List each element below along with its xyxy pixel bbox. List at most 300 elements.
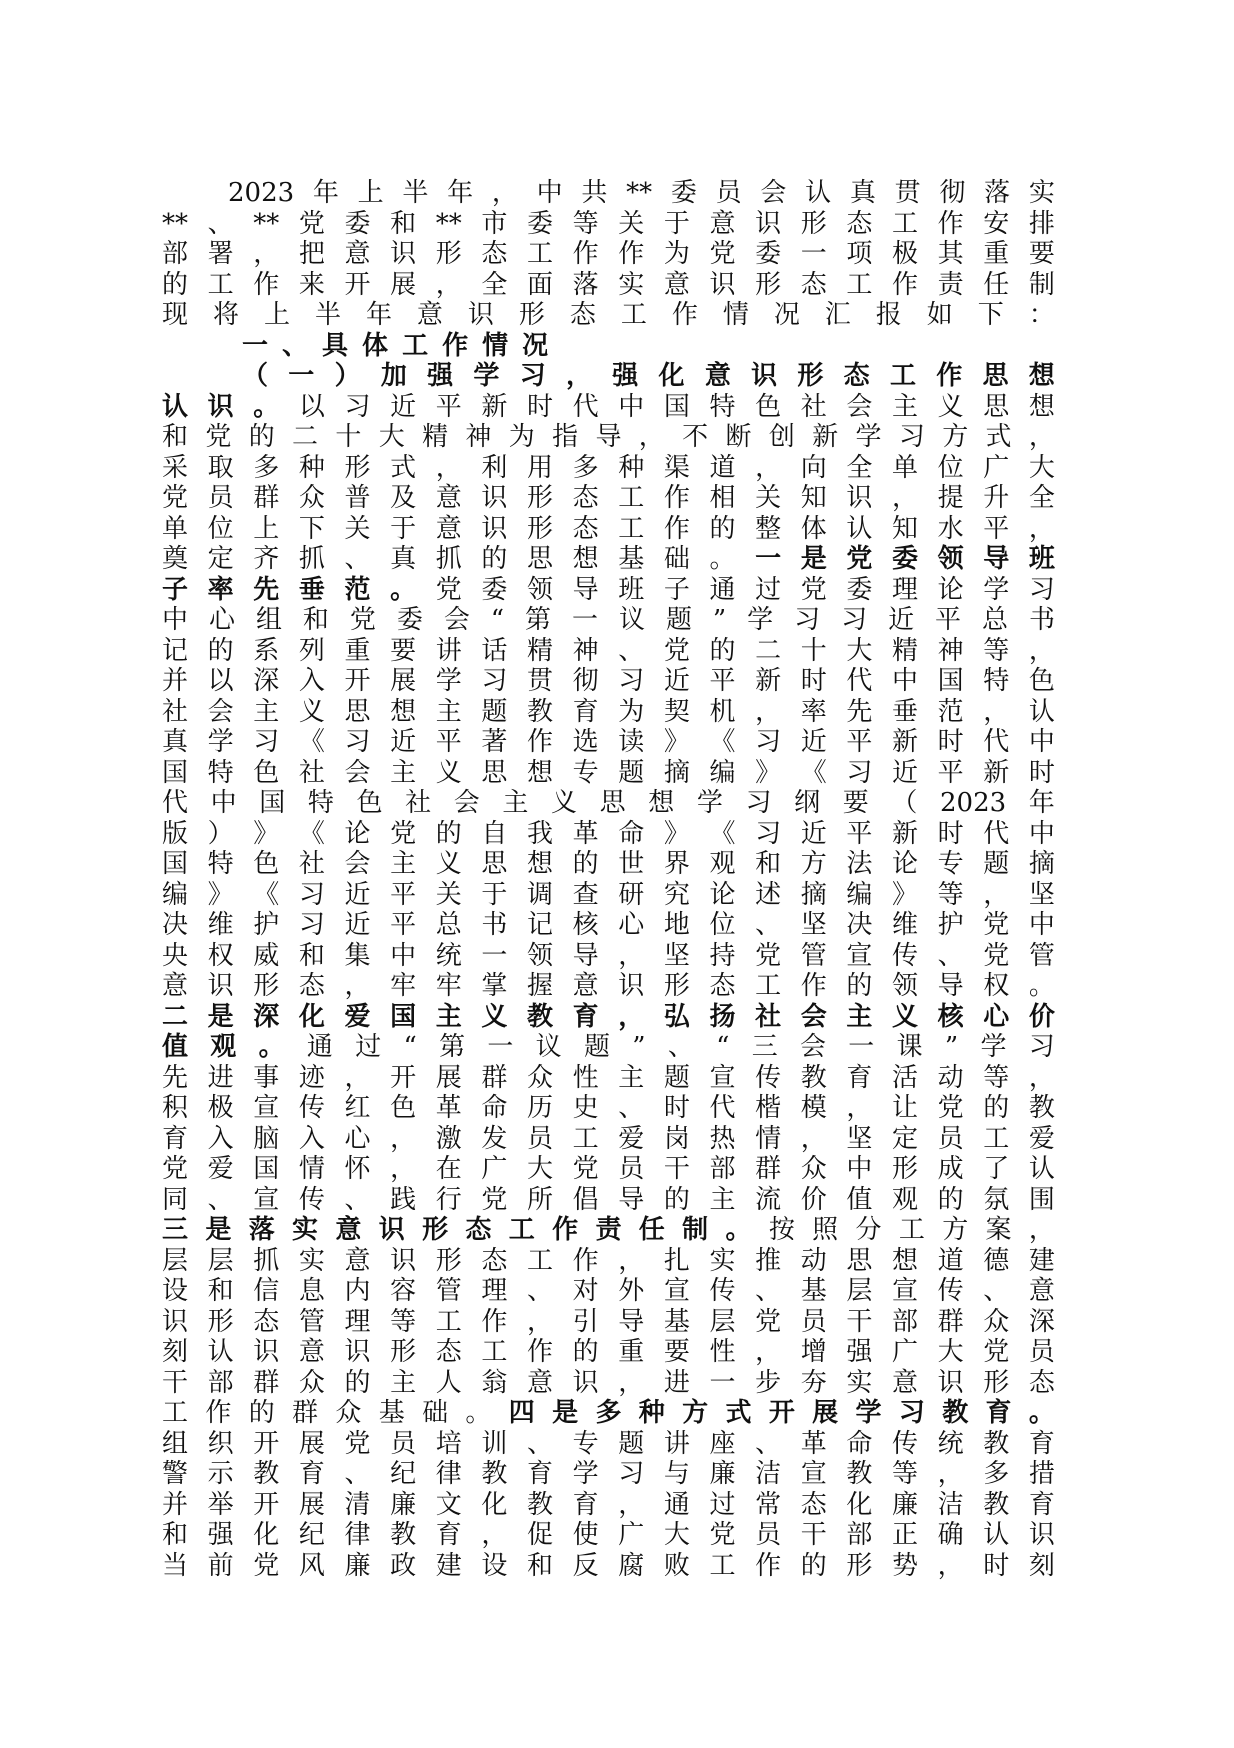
text-char: ” <box>944 1032 959 1062</box>
bold-text-char: 意 <box>704 361 731 391</box>
text-char: 识 <box>937 1367 964 1398</box>
text-char: 书 <box>481 910 508 940</box>
text-char: 话 <box>481 635 508 666</box>
text-char: 平 <box>390 910 417 940</box>
text-char: 。 <box>1028 971 1055 1001</box>
text-char: 年 <box>447 178 474 208</box>
text-char: 照 <box>812 1215 839 1245</box>
text-char: 展 <box>390 269 417 300</box>
text-char: 的 <box>572 849 599 879</box>
bold-text-char: 一 <box>755 544 782 574</box>
text-char: 党 <box>205 422 232 452</box>
text-char: 教 <box>481 1459 508 1489</box>
bold-text-char: 义 <box>892 1001 919 1032</box>
text-char: 纲 <box>794 788 821 818</box>
text-char: 建 <box>1028 1245 1055 1276</box>
text-line <box>162 1398 1055 1429</box>
text-char: 思 <box>846 1245 873 1276</box>
text-char: 的 <box>248 422 275 452</box>
text-char: 议 <box>618 605 645 635</box>
text-char: 》 <box>207 879 234 910</box>
text-char: 织 <box>207 1428 234 1459</box>
text-char: 权 <box>983 971 1010 1001</box>
bold-text-char: 导 <box>983 544 1010 574</box>
text-char: ， <box>983 879 1010 910</box>
text-char: 摘 <box>800 879 827 910</box>
text-char: 育 <box>572 1489 599 1520</box>
text-char: 真 <box>162 727 189 757</box>
text-char: 国 <box>162 849 189 879</box>
text-char: 、 <box>344 1459 371 1489</box>
text-char: 国 <box>253 1154 280 1184</box>
text-char: ， <box>755 696 782 727</box>
text-char: 夯 <box>800 1367 827 1398</box>
text-char: 党 <box>755 940 782 971</box>
text-char: 育 <box>572 696 599 727</box>
bold-text-char: 委 <box>892 544 919 574</box>
text-char: 平 <box>937 757 964 788</box>
bold-text-char: 扬 <box>709 1001 736 1032</box>
text-char: 《 <box>298 727 325 757</box>
text-char: 握 <box>527 971 554 1001</box>
text-char: 渠 <box>663 452 690 483</box>
text-char: 意 <box>527 1367 554 1398</box>
text-char: 关 <box>435 879 462 910</box>
text-char: 思 <box>481 757 508 788</box>
text-char: 态 <box>481 1245 508 1276</box>
text-char: 认 <box>1028 696 1055 727</box>
text-char: 述 <box>755 879 782 910</box>
text-char: 我 <box>527 818 554 849</box>
text-char: 会 <box>760 178 787 208</box>
text-char: 工 <box>527 239 554 269</box>
text-char: 作 <box>618 239 645 269</box>
text-char: 统 <box>937 1428 964 1459</box>
text-char: 研 <box>618 879 645 910</box>
text-char: 题 <box>583 1032 610 1062</box>
text-line <box>162 1063 1055 1094</box>
text-char: 岗 <box>663 1123 690 1154</box>
text-char: 培 <box>435 1428 462 1459</box>
text-char: 所 <box>527 1184 554 1215</box>
text-char: 设 <box>162 1276 189 1306</box>
bold-text-char: 育 <box>572 1001 599 1032</box>
text-char: 员 <box>715 178 742 208</box>
text-char: 义 <box>298 696 325 727</box>
text-char: 管 <box>1028 940 1055 971</box>
text-char: 群 <box>937 1306 964 1337</box>
text-char: 选 <box>572 727 599 757</box>
text-char: 形 <box>527 483 554 513</box>
text-char: 极 <box>207 1093 234 1123</box>
bold-text-char: 领 <box>937 544 964 574</box>
text-char: 意 <box>663 269 690 300</box>
text-char: 宣 <box>253 1093 280 1123</box>
text-char: 《 <box>800 757 827 788</box>
text-char: 工 <box>207 269 234 300</box>
text-char: 委 <box>396 605 423 635</box>
text-char: 调 <box>527 879 554 910</box>
text-char: 党 <box>253 1550 280 1581</box>
text-char: 党 <box>481 1184 508 1215</box>
text-char: 层 <box>709 1306 736 1337</box>
text-char: 社 <box>800 391 827 422</box>
text-char: 工 <box>755 971 782 1001</box>
text-char: 要 <box>663 1337 690 1367</box>
text-char: 基 <box>378 1398 405 1428</box>
text-char: 认 <box>207 1337 234 1367</box>
text-char: 座 <box>709 1428 736 1459</box>
text-char: 部 <box>892 1306 919 1337</box>
bold-text-char: ） <box>334 361 361 391</box>
text-char: 想 <box>1028 391 1055 422</box>
text-char: 腐 <box>618 1550 645 1581</box>
text-char: 总 <box>982 605 1009 635</box>
text-char: 员 <box>207 483 234 513</box>
text-char: 学 <box>983 574 1010 605</box>
text-char: 识 <box>253 1337 280 1367</box>
text-char: 和 <box>390 208 417 239</box>
bold-text-char: 开 <box>768 1398 795 1428</box>
text-char: 红 <box>344 1093 371 1123</box>
text-char: 的 <box>162 269 189 300</box>
text-char: 育 <box>1028 1489 1055 1520</box>
text-char: 意 <box>344 1245 371 1276</box>
text-char: 作 <box>527 727 554 757</box>
text-char: 并 <box>162 1489 189 1520</box>
text-char: 形 <box>344 452 371 483</box>
text-char: 广 <box>983 452 1010 483</box>
text-char: 宣 <box>846 940 873 971</box>
text-char: 《 <box>298 818 325 849</box>
text-char: 育 <box>846 1062 873 1093</box>
text-char: 大 <box>1028 452 1055 483</box>
text-char: 党 <box>983 910 1010 940</box>
bold-text-char: 一 <box>288 361 315 391</box>
text-char: 开 <box>344 269 371 300</box>
text-char: 道 <box>937 1245 964 1276</box>
text-char: 工 <box>435 1306 462 1337</box>
text-char: 势 <box>892 1550 919 1581</box>
text-char: 坚 <box>846 1123 873 1154</box>
text-char: 廉 <box>892 1489 919 1520</box>
text-char: 牢 <box>435 971 462 1001</box>
text-char: ， <box>755 452 782 483</box>
text-line <box>162 758 1055 789</box>
text-char: 于 <box>481 879 508 910</box>
text-char: 态 <box>800 1489 827 1520</box>
text-char: 党 <box>572 1154 599 1184</box>
text-char: 理 <box>892 574 919 605</box>
text-char: 和 <box>162 1520 189 1550</box>
text-char: 半 <box>402 178 429 208</box>
text-char: 和 <box>755 849 782 879</box>
text-char: 全 <box>846 452 873 483</box>
text-char: 事 <box>253 1062 280 1093</box>
text-char: 抓 <box>435 544 462 574</box>
bold-text-char: 爱 <box>344 1001 371 1032</box>
text-char: 教 <box>983 1428 1010 1459</box>
text-char: 态 <box>253 1306 280 1337</box>
text-char: 工 <box>527 1245 554 1276</box>
text-char: 主 <box>618 1062 645 1093</box>
text-char: 组 <box>162 1428 189 1459</box>
bold-text-char: 教 <box>942 1398 969 1428</box>
bold-text-char: 况 <box>522 330 549 361</box>
text-char: 作 <box>663 483 690 513</box>
text-char: 制 <box>1028 269 1055 300</box>
text-char: 色 <box>253 757 280 788</box>
text-line <box>162 1215 1055 1246</box>
text-char: 主 <box>502 788 529 818</box>
text-char: 体 <box>800 513 827 544</box>
text-char: 国 <box>162 757 189 788</box>
text-char: 汇 <box>824 300 851 330</box>
text-char: 学 <box>207 727 234 757</box>
text-char: 管 <box>298 1306 325 1337</box>
bold-text-char: 子 <box>162 574 189 605</box>
text-char: 、 <box>618 635 645 666</box>
text-char: 来 <box>298 269 325 300</box>
text-char: 廉 <box>709 1459 736 1489</box>
text-char: 摘 <box>663 757 690 788</box>
text-char: 革 <box>800 1428 827 1459</box>
text-char: 分 <box>855 1215 882 1245</box>
text-char: 干 <box>846 1306 873 1337</box>
text-char: 刻 <box>162 1337 189 1367</box>
text-char: 爱 <box>207 1154 234 1184</box>
text-char: 认 <box>846 513 873 544</box>
text-line <box>162 1276 1055 1307</box>
text-char: 关 <box>344 513 371 544</box>
bold-text-char: 想 <box>1028 361 1055 391</box>
text-line <box>162 300 1055 331</box>
text-char: 义 <box>937 391 964 422</box>
text-char: 等 <box>983 1062 1010 1093</box>
text-char: 中 <box>390 940 417 971</box>
text-char: 垂 <box>892 696 919 727</box>
text-char: 新 <box>892 727 919 757</box>
text-char: 廉 <box>344 1550 371 1581</box>
text-char: 特 <box>983 666 1010 696</box>
text-char: 会 <box>800 1032 827 1062</box>
text-char: 要 <box>1028 239 1055 269</box>
text-char: ， <box>618 940 645 971</box>
text-char: 习 <box>1028 574 1055 605</box>
text-char: 传 <box>892 1428 919 1459</box>
text-char: 大 <box>663 1520 690 1550</box>
text-char: 教 <box>800 1062 827 1093</box>
text-char: 学 <box>747 605 774 635</box>
text-char: 廉 <box>390 1489 417 1520</box>
text-char: 近 <box>800 727 827 757</box>
text-char: 近 <box>390 727 417 757</box>
text-char: 要 <box>390 635 417 666</box>
text-char: 清 <box>344 1489 371 1520</box>
text-char: 的 <box>344 1367 371 1398</box>
text-char: 增 <box>800 1337 827 1367</box>
text-char: 当 <box>162 1550 189 1581</box>
text-char: 真 <box>390 544 417 574</box>
text-char: 刻 <box>1028 1550 1055 1581</box>
text-char: 员 <box>937 1123 964 1154</box>
text-char: 工 <box>846 269 873 300</box>
text-char: 教 <box>253 1459 280 1489</box>
text-char: 建 <box>435 1550 462 1581</box>
text-line <box>162 941 1055 972</box>
text-line <box>162 1246 1055 1277</box>
text-char: 、 <box>207 208 234 239</box>
text-char: 群 <box>481 1062 508 1093</box>
text-char: 领 <box>892 971 919 1001</box>
text-char: 过 <box>709 1489 736 1520</box>
text-char: 等 <box>983 635 1010 666</box>
text-char: 脑 <box>253 1123 280 1154</box>
text-char: 纪 <box>390 1459 417 1489</box>
text-char: 部 <box>162 239 189 269</box>
text-char: 、 <box>527 1428 554 1459</box>
text-char: 认 <box>805 178 832 208</box>
text-char: 法 <box>846 849 873 879</box>
text-char: 神 <box>465 422 492 452</box>
text-char: 识 <box>390 1245 417 1276</box>
text-char: 部 <box>709 1154 736 1184</box>
text-line <box>162 1002 1055 1033</box>
text-char: 平 <box>435 727 462 757</box>
text-char: 德 <box>983 1245 1010 1276</box>
text-char: 管 <box>800 940 827 971</box>
text-char: 心 <box>344 1123 371 1154</box>
text-char: 任 <box>983 269 1010 300</box>
text-char: 工 <box>481 1337 508 1367</box>
bold-text-char: 形 <box>422 1215 449 1245</box>
text-line <box>162 1337 1055 1368</box>
text-char: 众 <box>298 483 325 513</box>
text-char: ， <box>618 1245 645 1276</box>
text-char: 大 <box>846 635 873 666</box>
text-char: 层 <box>162 1245 189 1276</box>
text-char: 宣 <box>253 1184 280 1215</box>
text-char: 态 <box>481 239 508 269</box>
text-line <box>162 697 1055 728</box>
text-char: 确 <box>937 1520 964 1550</box>
text-char: 意 <box>572 971 599 1001</box>
text-char: 过 <box>755 574 782 605</box>
text-char: 升 <box>983 483 1010 513</box>
text-char: 动 <box>800 1245 827 1276</box>
text-char: ， <box>435 452 462 483</box>
text-char: 思 <box>983 391 1010 422</box>
text-char: 代 <box>983 727 1010 757</box>
text-char: 契 <box>663 696 690 727</box>
text-char: 干 <box>800 1520 827 1550</box>
text-line <box>162 544 1055 575</box>
text-char: 形 <box>755 269 782 300</box>
text-char: 坚 <box>663 940 690 971</box>
text-char: 态 <box>846 208 873 239</box>
bold-text-char: 是 <box>552 1398 579 1428</box>
text-char: 命 <box>481 1093 508 1123</box>
text-char: 抓 <box>253 1245 280 1276</box>
text-char: 部 <box>207 1367 234 1398</box>
text-char: 2023 <box>940 788 1007 818</box>
text-char: 示 <box>207 1459 234 1489</box>
text-char: 方 <box>800 849 827 879</box>
text-char: 创 <box>768 422 795 452</box>
text-char: 员 <box>1028 1337 1055 1367</box>
text-char: 工 <box>618 483 645 513</box>
text-char: 深 <box>253 666 280 696</box>
text-char: 落 <box>984 178 1011 208</box>
text-line <box>162 819 1055 850</box>
text-char: 前 <box>207 1550 234 1581</box>
text-char: 习 <box>618 666 645 696</box>
text-char: ， <box>481 1520 508 1550</box>
text-char: 化 <box>481 1489 508 1520</box>
text-char: 态 <box>569 300 596 330</box>
text-char: 众 <box>983 1306 1010 1337</box>
text-char: 新 <box>481 391 508 422</box>
text-char: ** <box>626 178 653 208</box>
text-char: 育 <box>298 1459 325 1489</box>
text-char: 意 <box>892 1367 919 1398</box>
text-char: 决 <box>162 910 189 940</box>
text-char: 精 <box>527 635 554 666</box>
text-char: 中 <box>618 391 645 422</box>
text-char: 主 <box>709 1184 736 1215</box>
text-char: 机 <box>709 696 736 727</box>
text-line <box>162 209 1055 240</box>
text-char: 态 <box>435 1337 462 1367</box>
text-char: 理 <box>344 1306 371 1337</box>
text-char: 措 <box>1028 1459 1055 1489</box>
text-char: 纪 <box>298 1520 325 1550</box>
text-char: 多 <box>983 1459 1010 1489</box>
text-char: 坚 <box>800 910 827 940</box>
text-char: 落 <box>572 269 599 300</box>
bold-text-char: 二 <box>162 1001 189 1032</box>
text-char: ） <box>207 818 234 849</box>
text-char: 性 <box>572 1062 599 1093</box>
text-char: 败 <box>663 1550 690 1581</box>
text-char: 入 <box>298 1123 325 1154</box>
text-char: 群 <box>292 1398 319 1428</box>
text-char: 大 <box>937 1337 964 1367</box>
text-char: 时 <box>527 391 554 422</box>
text-char: 党 <box>349 605 376 635</box>
text-line <box>162 1551 1055 1582</box>
text-char: 先 <box>846 696 873 727</box>
text-char: 子 <box>663 574 690 605</box>
text-char: ” <box>632 1032 646 1062</box>
text-char: 近 <box>663 666 690 696</box>
text-char: 识 <box>390 239 417 269</box>
text-char: 传 <box>709 1276 736 1306</box>
text-char: 会 <box>344 757 371 788</box>
text-line <box>162 1124 1055 1155</box>
text-char: 《 <box>709 818 736 849</box>
text-char: 基 <box>618 544 645 574</box>
text-line <box>162 483 1055 514</box>
text-char: 主 <box>892 391 919 422</box>
text-char: 道 <box>709 452 736 483</box>
text-line <box>162 361 1055 392</box>
text-char: 促 <box>527 1520 554 1550</box>
text-char: 主 <box>253 696 280 727</box>
text-char: 平 <box>846 818 873 849</box>
text-char: 习 <box>755 818 782 849</box>
text-char: 中 <box>536 178 563 208</box>
